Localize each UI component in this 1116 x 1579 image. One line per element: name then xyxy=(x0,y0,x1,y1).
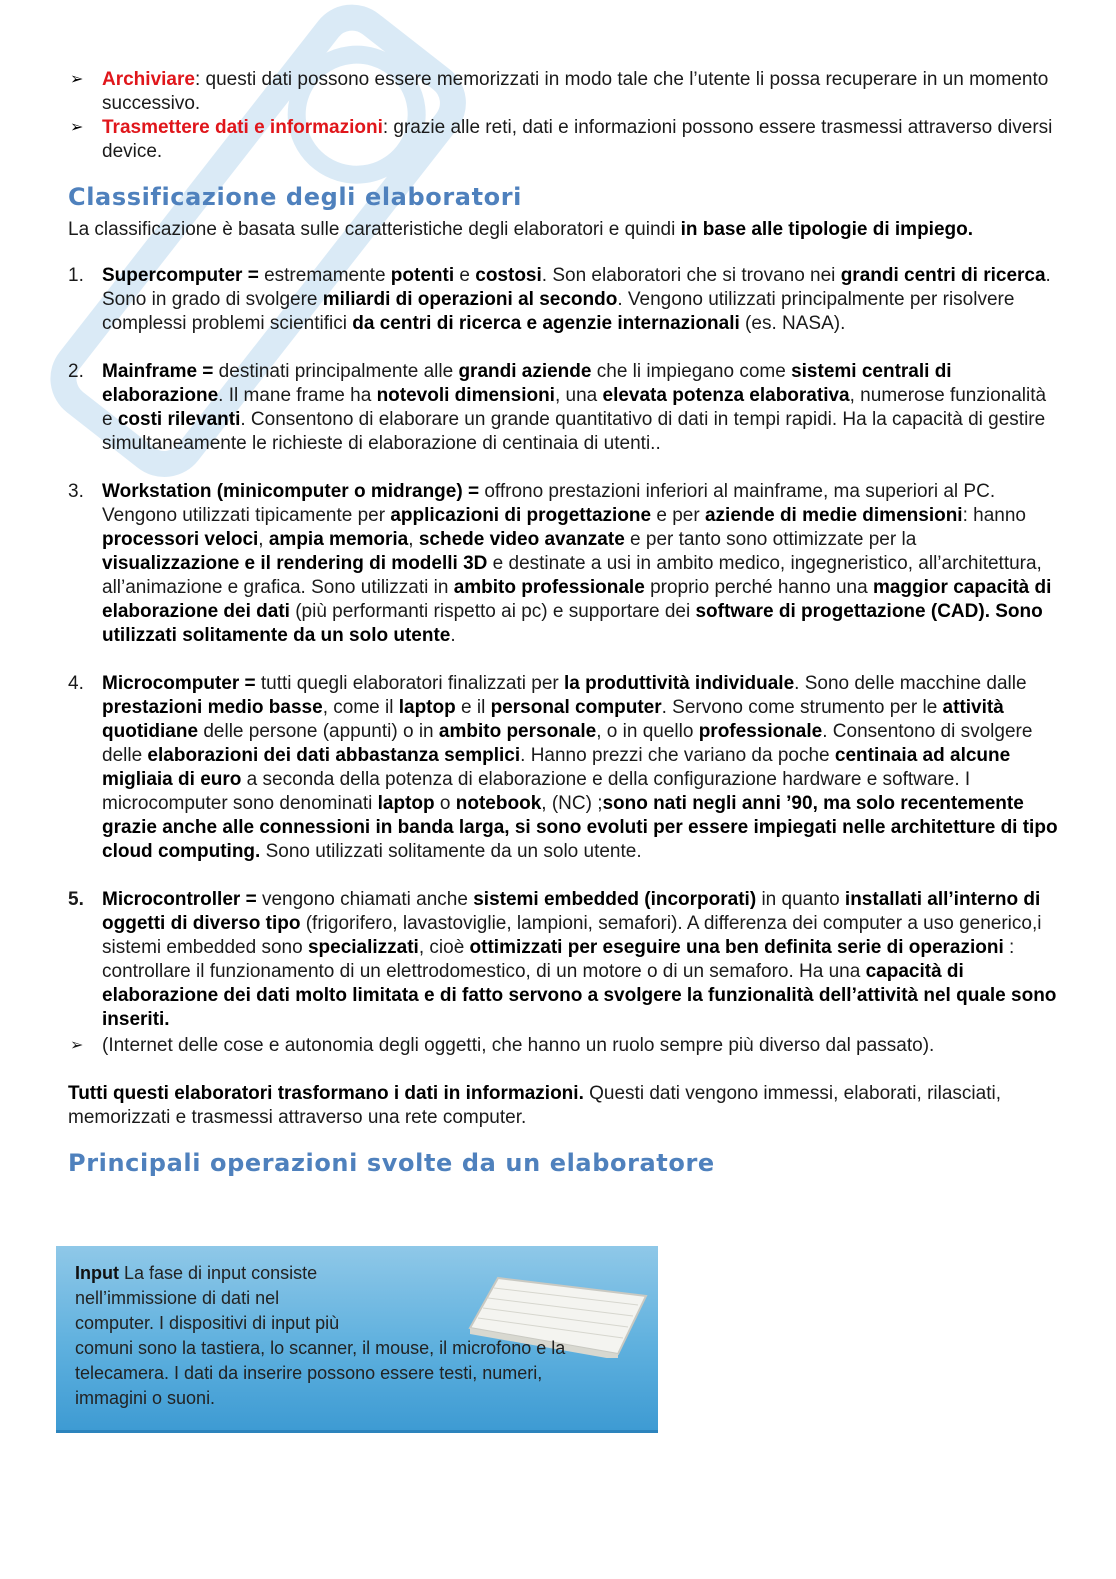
body-text: , come il xyxy=(322,697,399,718)
figure-line: comuni sono la tastiera, lo scanner, il mouse, il microfono e la xyxy=(75,1338,566,1358)
body-text: (frigorifero, lavastoviglie, lampioni, semafori). A differenza dei computer a uso generico,i sistemi embedded sono xyxy=(102,913,1042,958)
body-text: . Sono in grado di svolgere xyxy=(102,265,1051,310)
bold-text: elevata potenza elaborativa xyxy=(602,385,850,406)
body-text: , (NC) ; xyxy=(541,793,603,814)
bold-text: costosi xyxy=(475,265,542,286)
figure-line: telecamera. I dati da inserire possono essere testi, numeri, xyxy=(75,1363,543,1383)
bold-text: processori veloci xyxy=(102,529,259,550)
bullet-trasmettere xyxy=(68,116,1058,164)
body-text: . Hanno prezzi che variano da poche xyxy=(520,745,835,766)
section-intro xyxy=(68,218,1058,242)
arrow-bullet-icon: ➢ xyxy=(70,71,84,88)
note-text: (Internet delle cose e autonomia degli oggetti, che hanno un ruolo sempre più diverso dal passato). xyxy=(102,1035,935,1056)
bold-text: professionale xyxy=(698,721,823,742)
bold-text: la produttività individuale xyxy=(564,673,795,694)
body-text: estremamente xyxy=(258,265,391,286)
bold-text: notebook xyxy=(455,793,542,814)
bold-text: aziende di medie dimensioni xyxy=(704,505,963,526)
body-text: Sono utilizzati solitamente da un solo utente. xyxy=(260,841,642,862)
figure-label: Input xyxy=(75,1263,119,1283)
bullet-term: Trasmettere dati e informazioni xyxy=(102,117,383,138)
body-text: che li impiegano come xyxy=(591,361,792,382)
bold-text: installati all’interno di oggetti di diverso tipo xyxy=(102,889,1041,934)
figure-text xyxy=(75,1261,635,1411)
figure-line: computer. I dispositivi di input più xyxy=(75,1313,340,1333)
computer-types-list xyxy=(68,264,1058,1032)
arrow-bullet-icon: ➢ xyxy=(70,1037,84,1054)
body-text: e il xyxy=(455,697,491,718)
figure-line: immagini o suoni. xyxy=(75,1388,216,1408)
section-heading-operazioni: Principali operazioni svolte da un elaboratore xyxy=(68,1149,715,1177)
bold-text: Microcontroller = xyxy=(102,889,257,910)
bold-text: prestazioni medio basse xyxy=(102,697,323,718)
bold-text: visualizzazione e il rendering di modelli 3D xyxy=(102,553,488,574)
summary-plain: Questi dati vengono immessi, elaborati, rilasciati, memorizzati e trasmessi attraverso una rete computer. xyxy=(68,1083,1001,1128)
body-text: (più performanti rispetto ai pc) e supportare dei xyxy=(289,601,696,622)
body-text: (es. NASA). xyxy=(739,313,846,334)
arrow-bullet-icon: ➢ xyxy=(70,119,84,136)
bold-text: ambito professionale xyxy=(453,577,645,598)
body-text: a seconda della potenza di elaborazione e della configurazione hardware e software. I microcomputer sono denominati xyxy=(102,769,971,814)
bold-text: software di progettazione (CAD). Sono utilizzati solitamente da un solo utente xyxy=(102,601,1043,646)
bold-text: sistemi centrali di elaborazione xyxy=(102,361,952,406)
body-text: . Sono delle macchine dalle xyxy=(794,673,1027,694)
list-item xyxy=(68,264,1058,336)
body-text: . Son elaboratori che si trovano nei xyxy=(541,265,841,286)
body-text: e per xyxy=(651,505,705,526)
bold-text: Supercomputer = xyxy=(102,265,259,286)
bold-text: centinaia ad alcune migliaia di euro xyxy=(102,745,1011,790)
bold-text: maggior capacità di elaborazione dei dati xyxy=(102,577,1052,622)
summary-paragraph xyxy=(68,1082,1058,1130)
body-text: . Consentono di svolgere delle xyxy=(102,721,1033,766)
body-text: . Vengono utilizzati principalmente per risolvere complessi problemi scientifici xyxy=(102,289,1015,334)
bold-text: applicazioni di progettazione xyxy=(390,505,652,526)
body-text: , xyxy=(408,529,419,550)
list-item-number: 5. xyxy=(68,889,84,910)
body-text: , numerose funzionalità e xyxy=(102,385,1047,430)
bold-text: elaborazioni dei dati abbastanza semplici xyxy=(147,745,521,766)
list-item-number: 4. xyxy=(68,673,84,694)
bold-text: sono nati negli anni ’90, ma solo recentemente grazie anche alle connessioni in banda larga, si sono evoluti per essere impiegati nelle architetture di tipo cloud computing. xyxy=(102,793,1058,862)
body-text: e xyxy=(454,265,476,286)
bold-text: specializzati xyxy=(307,937,419,958)
bold-text: costi rilevanti xyxy=(117,409,241,430)
body-text: , o in quello xyxy=(596,721,699,742)
bold-text: attività quotidiane xyxy=(102,697,1004,742)
list-item-number: 1. xyxy=(68,265,84,286)
list-item xyxy=(68,888,1058,1032)
bold-text: schede video avanzate xyxy=(418,529,625,550)
note-bullet xyxy=(68,1034,1058,1058)
bold-text: personal computer xyxy=(490,697,662,718)
bold-text: Mainframe = xyxy=(102,361,214,382)
list-item xyxy=(68,672,1058,864)
section-heading-classificazione: Classificazione degli elaboratori xyxy=(68,183,522,211)
body-text: . Servono come strumento per le xyxy=(661,697,943,718)
body-text: tutti quegli elaboratori finalizzati per xyxy=(255,673,565,694)
body-text: in quanto xyxy=(756,889,845,910)
body-text: vengono chiamati anche xyxy=(256,889,474,910)
bold-text: notevoli dimensioni xyxy=(376,385,555,406)
bold-text: da centri di ricerca e agenzie internazionali xyxy=(352,313,740,334)
bold-text: potenti xyxy=(390,265,455,286)
body-text: : hanno xyxy=(962,505,1026,526)
bullet-text: : questi dati possono essere memorizzati in modo tale che l’utente li possa recuperare in un momento successivo. xyxy=(102,69,1049,114)
bold-text: sistemi embedded (incorporati) xyxy=(473,889,757,910)
bold-text: ampia memoria xyxy=(268,529,409,550)
bold-text: laptop xyxy=(398,697,456,718)
list-item-number: 2. xyxy=(68,361,84,382)
body-text: delle persone (appunti) o in xyxy=(198,721,439,742)
bold-text: capacità di elaborazione dei dati molto limitata e di fatto servono a svolgere la funzionalità dell’attività nel quale sono inseriti. xyxy=(102,961,1057,1030)
body-text: e per tanto sono ottimizzate per la xyxy=(624,529,917,550)
list-item-number: 3. xyxy=(68,481,84,502)
summary-bold: Tutti questi elaboratori trasformano i dati in informazioni. xyxy=(68,1083,584,1104)
intro-bold: in base alle tipologie di impiego. xyxy=(680,219,974,240)
bold-text: Microcomputer = xyxy=(102,673,256,694)
bullet-text: : grazie alle reti, dati e informazioni possono essere trasmessi attraverso diversi device. xyxy=(102,117,1053,162)
document-page xyxy=(68,68,1058,1184)
intro-plain: La classificazione è basata sulle caratteristiche degli elaboratori e quindi xyxy=(68,219,681,240)
bold-text: ottimizzati per eseguire una ben definita serie di operazioni xyxy=(469,937,1004,958)
body-text: , cioè xyxy=(418,937,470,958)
input-figure xyxy=(56,1246,658,1433)
bullet-term: Archiviare xyxy=(102,69,195,90)
body-text: o xyxy=(434,793,456,814)
body-text: . Consentono di elaborare un grande quantitativo di dati in tempi rapidi. Ha la capacità di gestire simultaneamente le richieste di elaborazione di centinaia di utenti.. xyxy=(102,409,1046,454)
body-text: : controllare il funzionamento di un elettrodomestico, di un motore o di un semaforo. Ha una xyxy=(102,937,1015,982)
list-item xyxy=(68,480,1058,648)
figure-line: nell’immissione di dati nel xyxy=(75,1288,280,1308)
body-text: , una xyxy=(554,385,603,406)
body-text: e destinate a usi in ambito medico, ingegneristico, all’architettura, all’animazione e grafica. Sono utilizzati in xyxy=(102,553,1042,598)
body-text: , xyxy=(258,529,269,550)
body-text: . Il mane frame ha xyxy=(218,385,377,406)
bold-text: grandi aziende xyxy=(458,361,592,382)
body-text: offrono prestazioni inferiori al mainframe, ma superiori al PC. Vengono utilizzati tipicamente per xyxy=(102,481,996,526)
bold-text: ambito personale xyxy=(438,721,597,742)
body-text: . xyxy=(450,625,456,646)
bold-text: grandi centri di ricerca xyxy=(840,265,1046,286)
bold-text: miliardi di operazioni al secondo xyxy=(322,289,618,310)
body-text: destinati principalmente alle xyxy=(213,361,459,382)
figure-line: La fase di input consiste xyxy=(118,1263,318,1283)
bold-text: laptop xyxy=(377,793,435,814)
bold-text: Workstation (minicomputer o midrange) = xyxy=(102,481,480,502)
body-text: proprio perché hanno una xyxy=(644,577,873,598)
bullet-archiviare xyxy=(68,68,1058,116)
list-item xyxy=(68,360,1058,456)
